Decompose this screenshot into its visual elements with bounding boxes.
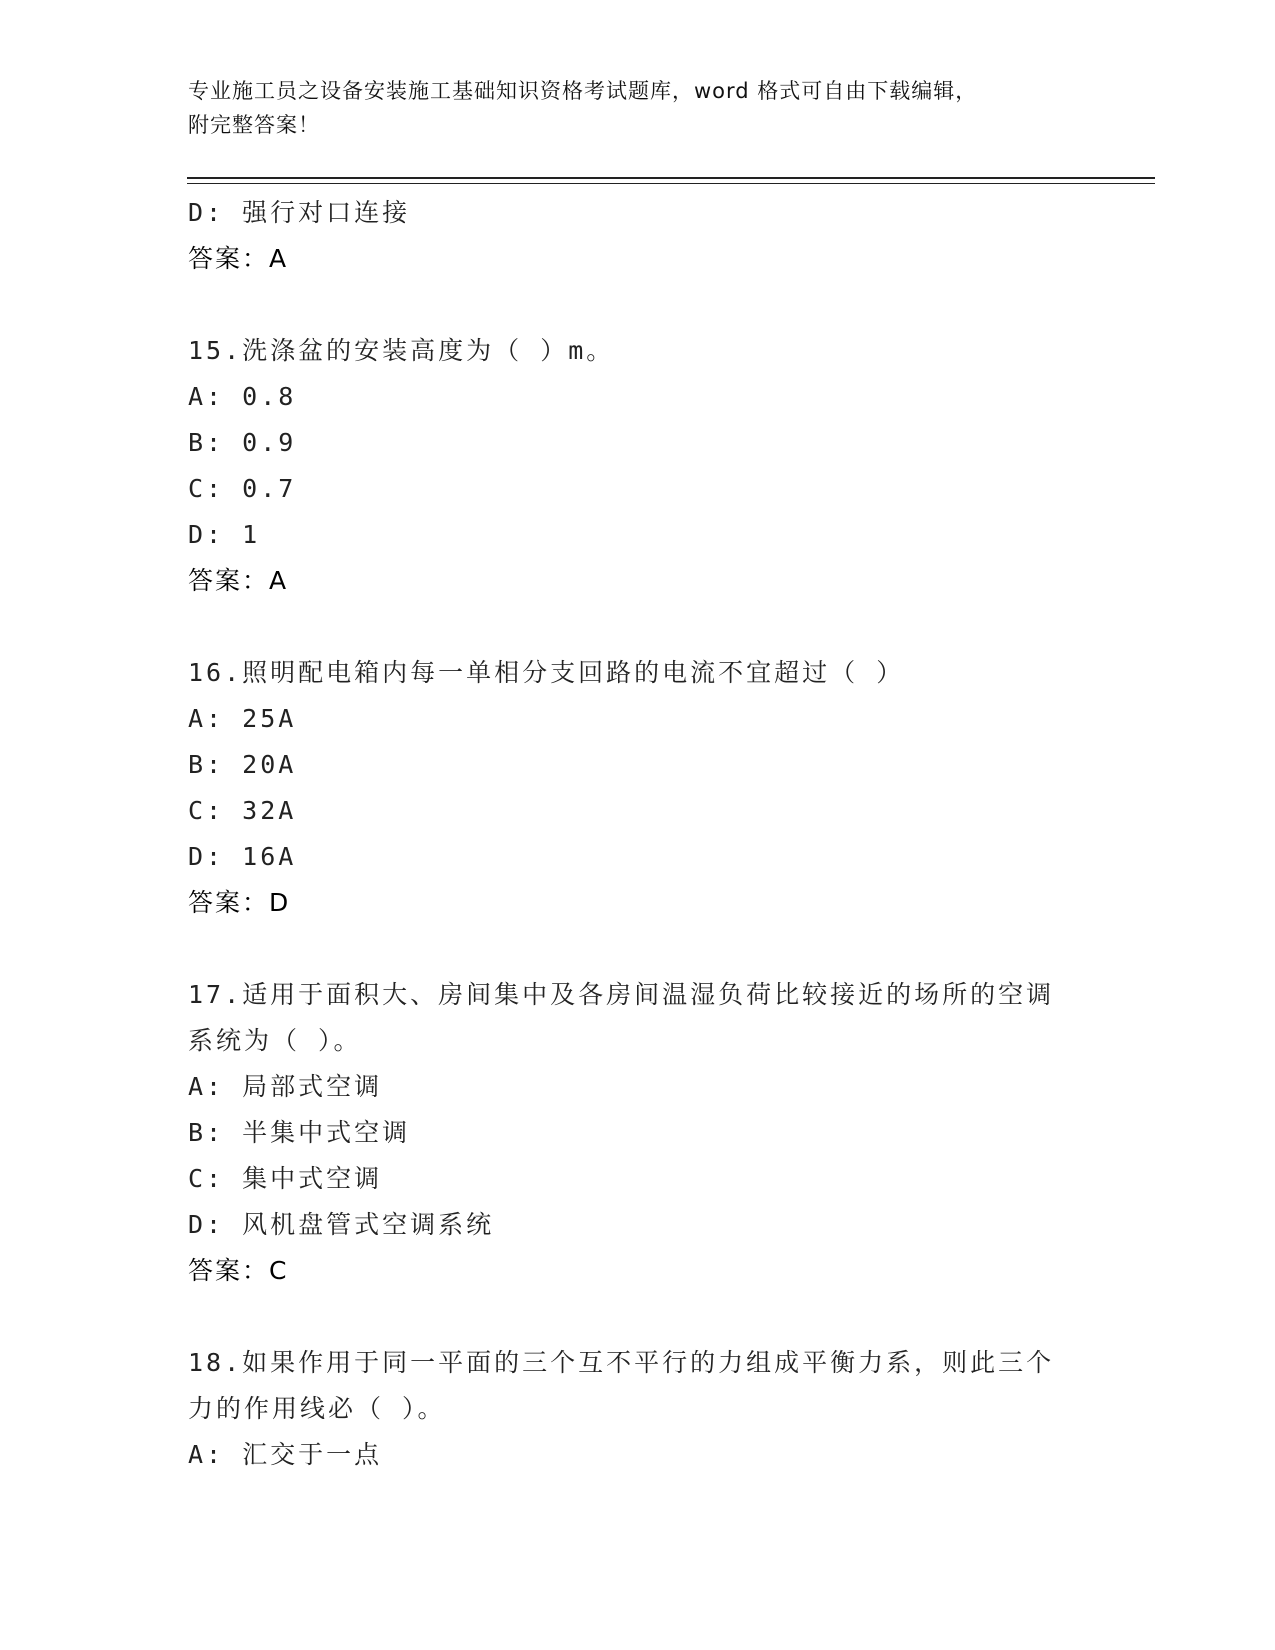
option-a: A: 0.8 bbox=[188, 382, 297, 411]
question-stem: 15.洗涤盆的安装高度为（ ）m。 bbox=[188, 336, 615, 365]
option-d: D: 风机盘管式空调系统 bbox=[188, 1210, 495, 1239]
question-stem-line-1: 18.如果作用于同一平面的三个互不平行的力组成平衡力系，则此三个 bbox=[188, 1348, 1055, 1377]
header-line-2: 附完整答案！ bbox=[188, 113, 320, 137]
option-b: B: 20A bbox=[188, 750, 297, 779]
document-header bbox=[188, 74, 1088, 142]
header-line-1: 专业施工员之设备安装施工基础知识资格考试题库，word 格式可自由下载编辑， bbox=[188, 79, 978, 103]
option-a: A: 汇交于一点 bbox=[188, 1440, 383, 1469]
spacer bbox=[188, 1294, 1088, 1340]
question-16 bbox=[188, 650, 1088, 926]
prev-question-answer: 答案：A bbox=[188, 244, 289, 273]
answer: 答案：C bbox=[188, 1256, 289, 1285]
question-stem-line-2: 力的作用线必（ ）。 bbox=[188, 1394, 446, 1423]
question-18 bbox=[188, 1340, 1088, 1478]
answer: 答案：A bbox=[188, 566, 289, 595]
question-stem-line-1: 17.适用于面积大、房间集中及各房间温湿负荷比较接近的场所的空调 bbox=[188, 980, 1055, 1009]
option-d: D: 16A bbox=[188, 842, 297, 871]
option-c: C: 32A bbox=[188, 796, 297, 825]
question-list bbox=[188, 190, 1088, 1478]
answer: 答案：D bbox=[188, 888, 291, 917]
spacer bbox=[188, 282, 1088, 328]
spacer bbox=[188, 926, 1088, 972]
question-17 bbox=[188, 972, 1088, 1294]
option-a: A: 25A bbox=[188, 704, 297, 733]
prev-question-option-d: D: 强行对口连接 bbox=[188, 198, 411, 227]
header-divider-thick bbox=[187, 177, 1155, 179]
option-a: A: 局部式空调 bbox=[188, 1072, 383, 1101]
option-b: B: 半集中式空调 bbox=[188, 1118, 411, 1147]
question-stem-line-2: 系统为（ ）。 bbox=[188, 1026, 362, 1055]
question-15 bbox=[188, 328, 1088, 604]
header-divider-thin bbox=[187, 183, 1155, 184]
option-d: D: 1 bbox=[188, 520, 261, 549]
spacer bbox=[188, 604, 1088, 650]
option-b: B: 0.9 bbox=[188, 428, 297, 457]
option-c: C: 集中式空调 bbox=[188, 1164, 383, 1193]
question-stem: 16.照明配电箱内每一单相分支回路的电流不宜超过（ ） bbox=[188, 658, 905, 687]
option-c: C: 0.7 bbox=[188, 474, 297, 503]
